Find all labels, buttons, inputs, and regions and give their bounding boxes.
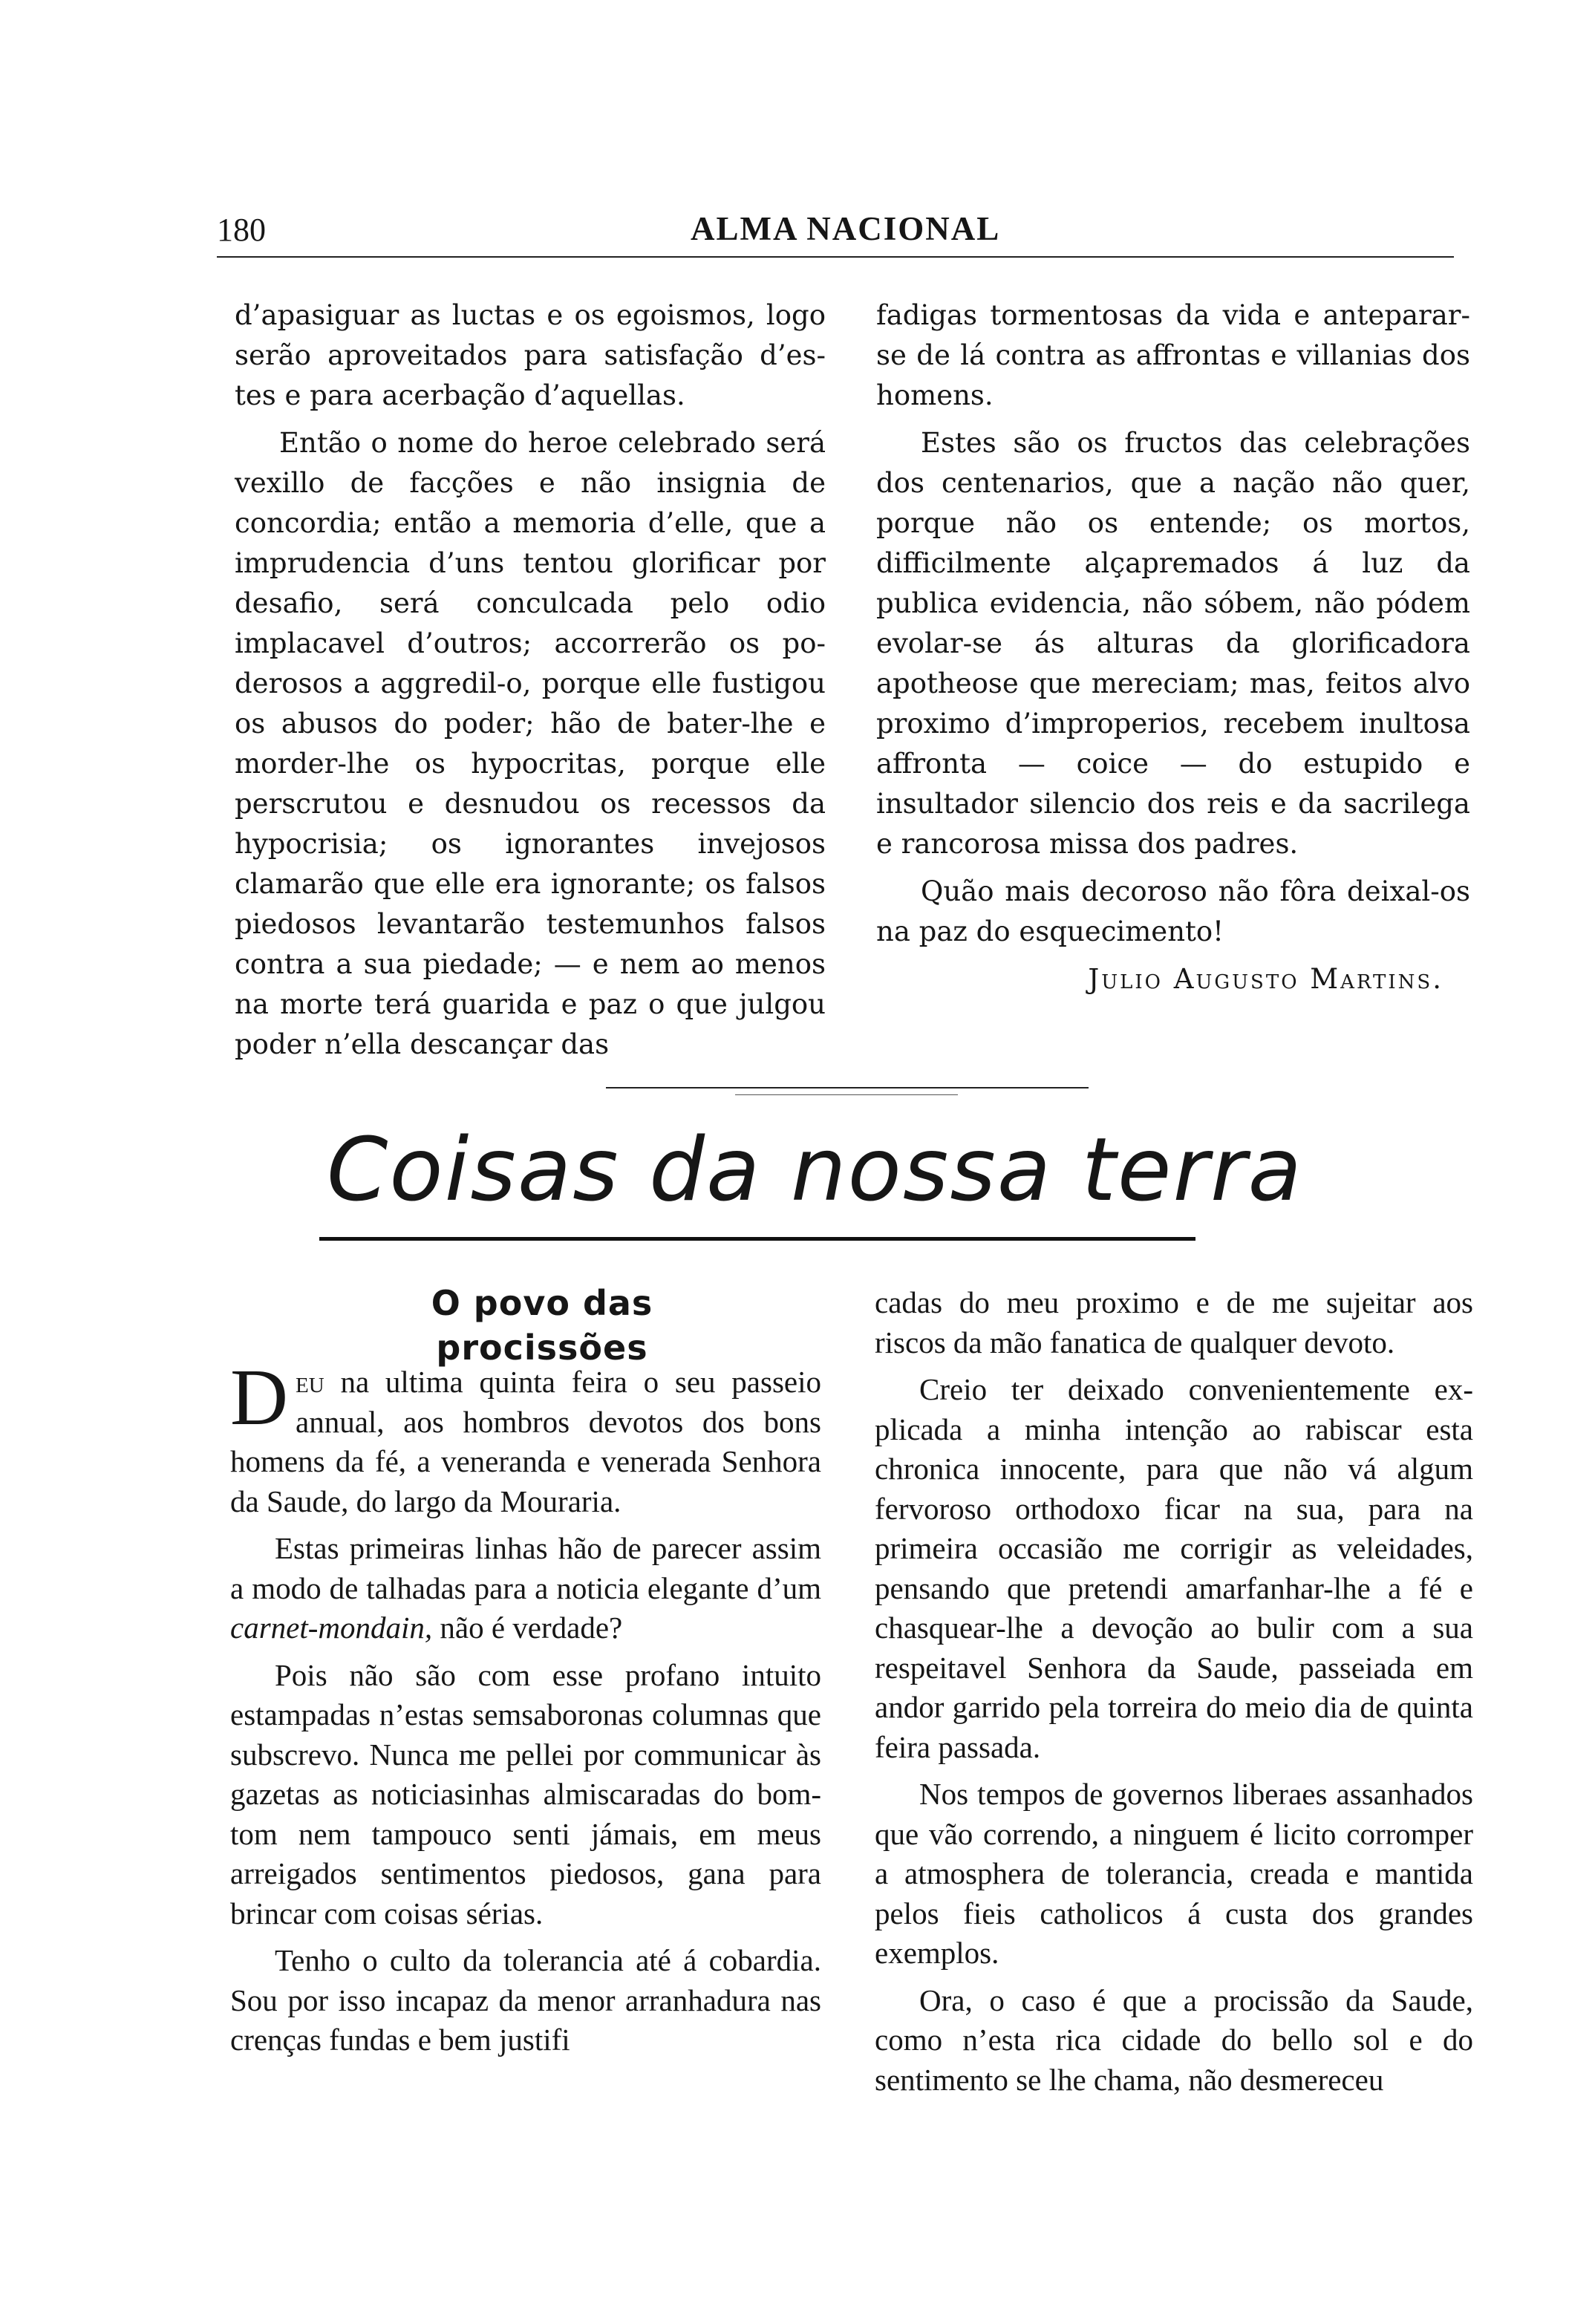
section-title: Coisas da nossa terra — [327, 1118, 1303, 1221]
paragraph: Pois não são com esse profano intuito estampadas n’estas semsaboronas columnas que subscrevo. Nunca me pellei por communicar às gazetas as noticiasinhas almiscaradas do bom-tom nem tampouco senti jámais, em meus arreigados sentimentos piedosos, gana para brincar com coisas sérias. — [230, 1657, 821, 1930]
paragraph: cadas do meu proximo e de me sujeitar aos riscos da mão fanatica de qualquer devoto. — [875, 1285, 1473, 1360]
paragraph-text: Estas primeiras linhas hão de parecer assim a modo de talhadas para a noticia elegante d’um — [230, 1531, 821, 1605]
article2-column-left — [230, 1354, 821, 2068]
paragraph: fadigas tormentosas da vida e anteparar-se de lá contra as affrontas e villanias dos homens. — [876, 299, 1470, 411]
article1-column-right — [876, 296, 1470, 1007]
paragraph-text: na ultima quinta feira o seu passeio annual, aos hombros devotos dos bons homens da fé, a veneranda e venerada Senhora da Saude, do largo da Mouraria. — [230, 1365, 821, 1518]
article-title: O povo das procissões — [431, 1283, 653, 1368]
paragraph: Então o nome do heroe celebrado será vexillo de facções e não insignia de concordia; então a memoria d’elle, que a imprudencia d’uns tentou glorificar por desafio, será conculcada pelo odio implacavel d’outros; accorrerão os poderosos a aggredil-o, porque elle fustigou os abusos do poder; hão de bater-lhe e morder-lhe os hypocritas, porque elle perscrutou e desnudou os recessos da hypocrisia; os ignorantes invejosos clamarão que elle era ignorante; os falsos piedosos levantarão testemunhos falsos contra a sua piedade; — e nem ao menos na morte terá guarida e paz o que julgou poder n’ella descançar das — [235, 427, 826, 1060]
page-number: 180 — [217, 212, 266, 248]
paragraph-text: não é verdade? — [432, 1610, 623, 1645]
ornament-rule-inner — [735, 1094, 958, 1095]
paragraph: Creio ter deixado convenientemente explicada a minha intenção ao rabiscar esta chronica innocente, para que não vá algum fervoroso orthodoxo ficar na sua, para na primeira occasião me corrigir as veleidades, pensando que pretendi amarfanhar-lhe a fé e chasquear-lhe a devoção ao bulir com a sua respeitavel Senhora da Saude, passeiada em andor garrido pela torreira do meio dia de quinta feira passada. — [875, 1372, 1473, 1764]
paragraph: Ora, o caso é que a procissão da Saude, como n’esta rica cidade do bello sol e do sentimento se lhe chama, não desmereceu — [875, 1982, 1473, 2097]
paragraph — [230, 1354, 821, 1521]
ornament-rule — [606, 1087, 1089, 1088]
author-signature: Julio Augusto Martins. — [1088, 963, 1443, 995]
header-rule — [217, 256, 1454, 258]
article1-column-left — [235, 296, 826, 1072]
drop-cap: D — [230, 1354, 288, 1442]
paragraph: d’apasiguar as luctas e os egoismos, logo serão aproveitados para satisfação d’estes e para acerbação d’aquellas. — [235, 299, 826, 411]
paragraph: Tenho o culto da tolerancia até á cobardia. Sou por isso incapaz da menor arranhadura nas crenças fundas e bem justifi — [230, 1943, 821, 2057]
running-title: ALMA NACIONAL — [691, 210, 1001, 247]
paragraph: Nos tempos de governos liberaes assanhados que vão correndo, a ninguem é licito corromper a atmosphera de tolerancia, creada e mantida pelos fieis catholicos á custa dos grandes exemplos. — [875, 1777, 1473, 1970]
first-word-rest: eu — [296, 1365, 324, 1399]
article2-column-right — [875, 1283, 1473, 2107]
paragraph: Quão mais decoroso não fôra deixal-os na paz do esquecimento! — [876, 875, 1470, 947]
paragraph — [230, 1529, 821, 1648]
section-rule — [319, 1237, 1195, 1241]
paragraph: Estes são os fructos das celebrações dos centenarios, que a nação não quer, porque não os entende; os mortos, difficilmente alçapremados á luz da publica evidencia, não sóbem, não pódem evolar-se ás alturas da glorificadora apotheose que mereciam; mas, feitos alvo proximo d’improperios, recebem inultosa affronta — coice — do estupido e insultador silencio dos reis e da sacrilega e rancorosa missa dos padres. — [876, 427, 1470, 860]
italic-phrase: carnet-mondain, — [230, 1610, 433, 1645]
